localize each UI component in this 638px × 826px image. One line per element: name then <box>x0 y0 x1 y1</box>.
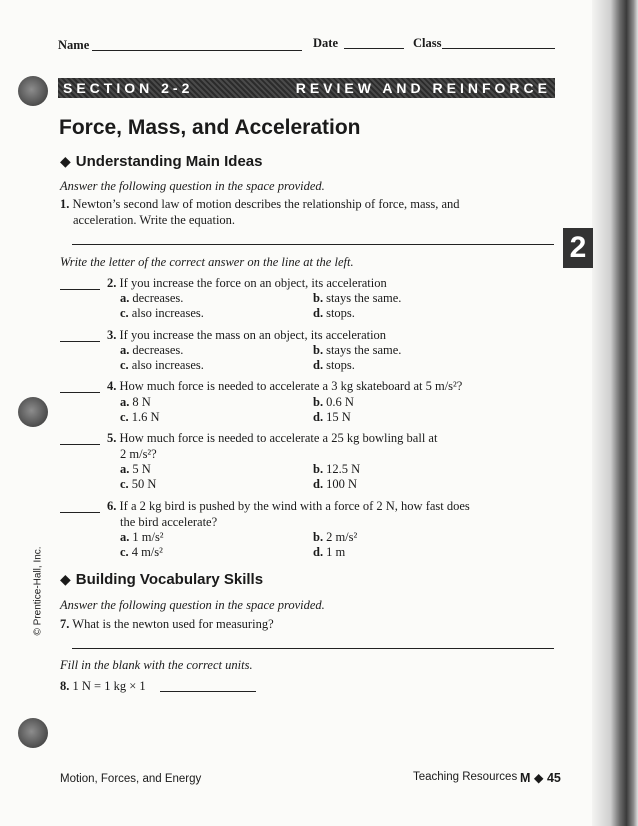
heading-text: Understanding Main Ideas <box>75 153 263 170</box>
question-number: 7. <box>60 617 70 631</box>
answer-blank-2[interactable] <box>60 289 100 290</box>
question-text: If you increase the mass on an object, its acceleration <box>119 328 387 342</box>
binder-hole-middle <box>18 397 48 427</box>
option-c <box>120 410 159 425</box>
question-8 <box>60 679 146 694</box>
option-letter: b. <box>313 395 324 409</box>
question-7 <box>60 617 274 632</box>
banner-right-label: REVIEW AND REINFORCE <box>295 80 551 96</box>
answer-blank-8[interactable] <box>160 691 256 692</box>
copyright-notice: © Prentice-Hall, Inc. <box>32 546 44 636</box>
class-label: Class <box>413 36 442 50</box>
option-letter: d. <box>313 410 324 424</box>
question-number: 1. <box>60 197 70 211</box>
option-letter: c. <box>120 545 129 559</box>
page-title: Force, Mass, and Acceleration <box>59 116 361 139</box>
option-letter: a. <box>120 291 130 305</box>
heading-text: Building Vocabulary Skills <box>75 571 264 588</box>
question-text: How much force is needed to accelerate a 25 kg bowling ball at <box>119 431 438 445</box>
option-text: 1 m <box>326 545 346 559</box>
question-number: 8. <box>60 679 70 693</box>
option-b <box>313 343 401 358</box>
question-number: 2. <box>107 276 117 290</box>
question-5 <box>107 431 437 446</box>
binder-hole-top <box>18 76 48 106</box>
option-text: 50 N <box>131 477 157 491</box>
instruction-1: Answer the following question in the space provided. <box>60 179 325 193</box>
date-field[interactable] <box>344 48 404 49</box>
option-letter: b. <box>313 291 324 305</box>
option-letter: a. <box>120 343 130 357</box>
question-text: If a 2 kg bird is pushed by the wind with a force of 2 N, how fast does <box>119 499 470 513</box>
answer-blank-5[interactable] <box>60 444 100 445</box>
binder-hole-bottom <box>18 718 48 748</box>
option-text: 15 N <box>326 410 351 424</box>
binder-edge <box>592 0 638 826</box>
option-d <box>313 545 345 560</box>
option-letter: c. <box>120 477 129 491</box>
option-d <box>313 477 357 492</box>
question-4 <box>107 379 462 394</box>
name-label: Name <box>58 38 90 52</box>
question-text: What is the newton used for measuring? <box>72 617 274 631</box>
question-text: If you increase the force on an object, its acceleration <box>119 276 387 290</box>
option-text: 12.5 N <box>326 462 361 476</box>
option-a <box>120 530 164 545</box>
option-c <box>120 545 163 560</box>
question-5-line2: 2 m/s²? <box>120 447 157 461</box>
instruction-2: Write the letter of the correct answer on the line at the left. <box>60 255 354 269</box>
question-text: 1 N = 1 kg × 1 <box>72 679 146 693</box>
answer-blank-3[interactable] <box>60 341 100 342</box>
option-a <box>120 462 151 477</box>
class-field[interactable] <box>442 48 555 49</box>
question-number: 5. <box>107 431 117 445</box>
option-d <box>313 306 355 321</box>
section-heading-vocabulary <box>60 571 263 588</box>
option-text: 100 N <box>326 477 357 491</box>
option-text: stops. <box>326 306 355 320</box>
option-letter: c. <box>120 410 129 424</box>
option-text: 2 m/s² <box>326 530 358 544</box>
option-letter: d. <box>313 477 324 491</box>
question-6 <box>107 499 470 514</box>
question-2 <box>107 276 387 291</box>
answer-blank-6[interactable] <box>60 512 100 513</box>
section-tab: 2 <box>563 228 593 268</box>
question-3 <box>107 328 386 343</box>
section-label: SECTION 2-2 <box>63 80 194 96</box>
option-text: 1.6 N <box>131 410 160 424</box>
section-banner <box>58 78 555 98</box>
option-letter: a. <box>120 530 130 544</box>
option-letter: b. <box>313 530 324 544</box>
option-b <box>313 530 357 545</box>
footer-book-title: Motion, Forces, and Energy <box>60 773 202 785</box>
option-text: 1 m/s² <box>132 530 164 544</box>
footer-resource-label: Teaching Resources <box>413 771 518 783</box>
option-text: also increases. <box>131 358 204 372</box>
option-d <box>313 358 355 373</box>
question-text: Newton’s second law of motion describes the relationship of force, mass, and <box>72 197 460 211</box>
date-label: Date <box>313 36 338 50</box>
option-text: decreases. <box>132 291 184 305</box>
option-letter: c. <box>120 358 129 372</box>
option-letter: d. <box>313 358 324 372</box>
question-number: 4. <box>107 379 117 393</box>
answer-blank-4[interactable] <box>60 392 100 393</box>
option-b <box>313 291 401 306</box>
answer-line-1[interactable] <box>72 244 554 245</box>
diamond-icon: ◆ <box>60 153 71 169</box>
diamond-icon: ◆ <box>60 571 71 587</box>
option-b <box>313 462 360 477</box>
option-letter: d. <box>313 545 324 559</box>
question-1 <box>60 197 460 212</box>
name-field[interactable] <box>92 50 302 51</box>
instruction-3: Answer the following question in the space provided. <box>60 598 325 612</box>
option-text: 4 m/s² <box>131 545 163 559</box>
option-c <box>120 358 204 373</box>
option-text: also increases. <box>131 306 204 320</box>
question-text: How much force is needed to accelerate a 3 kg skateboard at 5 m/s²? <box>119 379 463 393</box>
option-text: 8 N <box>132 395 151 409</box>
option-letter: a. <box>120 395 130 409</box>
option-text: 5 N <box>132 462 151 476</box>
option-a <box>120 343 183 358</box>
option-text: stays the same. <box>326 291 402 305</box>
option-a <box>120 395 151 410</box>
instruction-4: Fill in the blank with the correct units. <box>60 658 253 672</box>
answer-line-7[interactable] <box>72 648 554 649</box>
option-text: decreases. <box>132 343 184 357</box>
page-number: M ◆ 45 <box>520 771 561 785</box>
option-c <box>120 306 204 321</box>
option-letter: d. <box>313 306 324 320</box>
option-d <box>313 410 351 425</box>
option-text: stays the same. <box>326 343 402 357</box>
section-heading-main-ideas <box>60 153 262 170</box>
question-1-line2: acceleration. Write the equation. <box>73 213 236 227</box>
option-c <box>120 477 156 492</box>
question-number: 3. <box>107 328 117 342</box>
option-letter: a. <box>120 462 130 476</box>
option-letter: b. <box>313 462 324 476</box>
question-6-line2: the bird accelerate? <box>120 515 218 529</box>
option-text: stops. <box>326 358 355 372</box>
option-text: 0.6 N <box>326 395 354 409</box>
option-a <box>120 291 183 306</box>
question-number: 6. <box>107 499 117 513</box>
option-letter: b. <box>313 343 324 357</box>
option-letter: c. <box>120 306 129 320</box>
option-b <box>313 395 354 410</box>
